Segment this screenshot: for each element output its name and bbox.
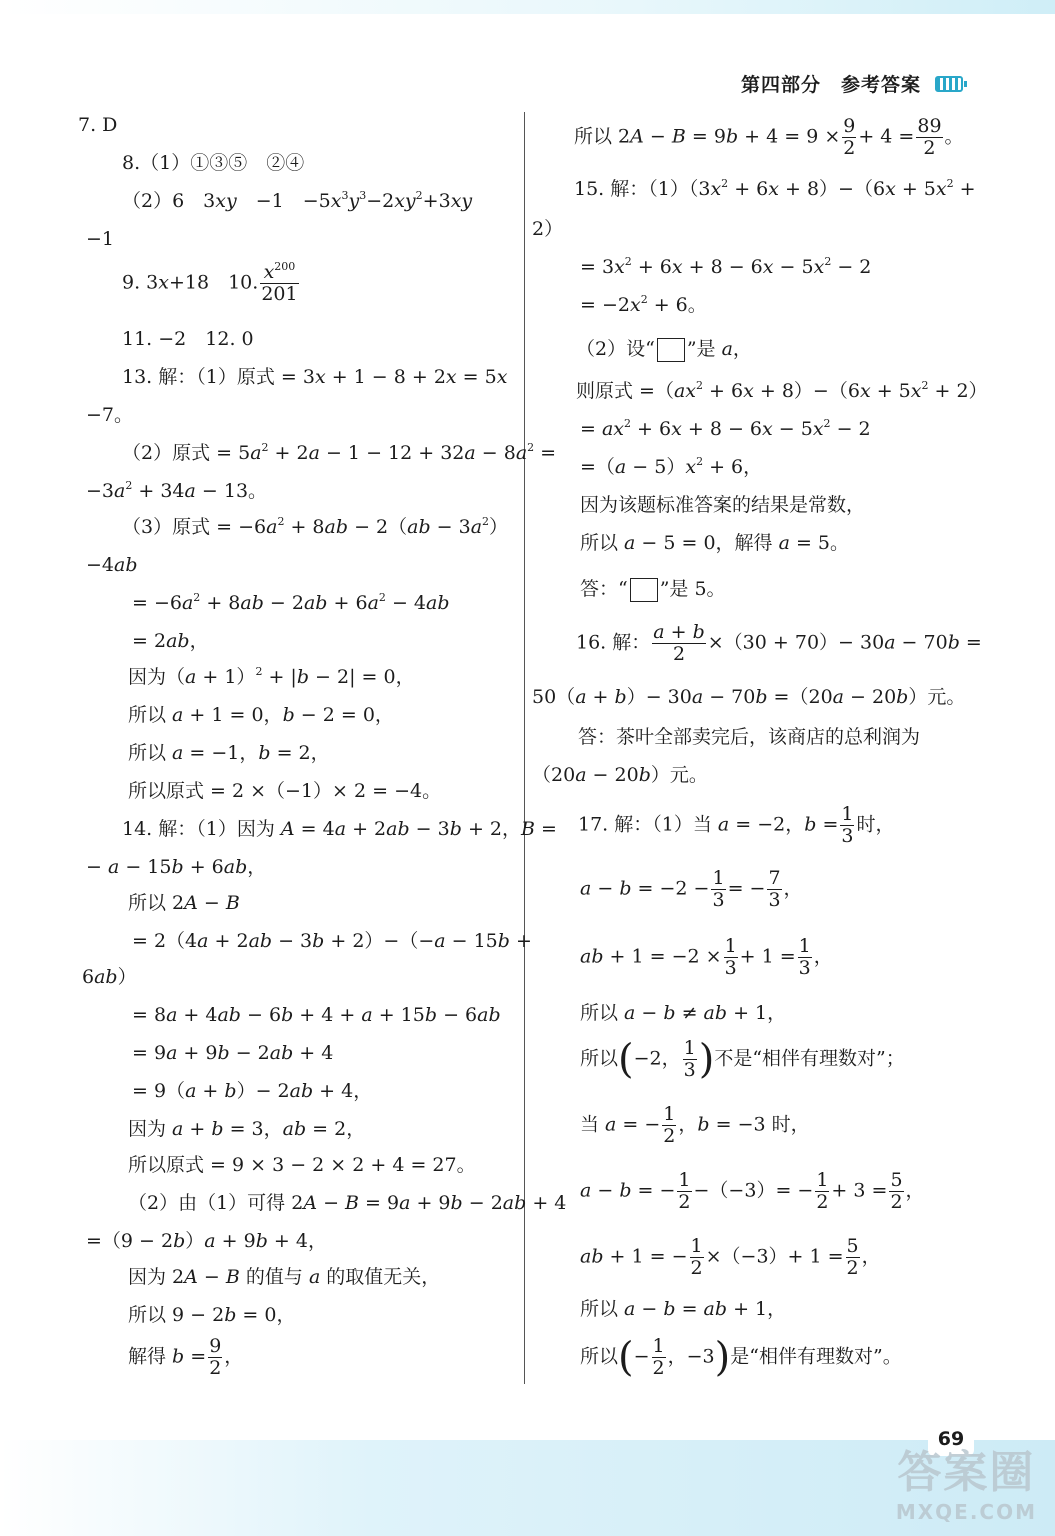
fraction: $\frac{x^{200}}{201}$ [261,260,298,305]
answer-line: 6ab） [82,966,137,988]
fraction: $\frac{1}{3}$ [712,867,725,911]
answer-line: ab + 1 = −2 × $\frac{1}{3}$ + 1 = $\frac{1}{3}$ ， [580,935,833,979]
answer-line: 14. 解：（1）因为 A = 4a + 2ab − 3b + 2，B = [122,818,557,840]
answer-line: = $-6a^2 + 8ab - 2ab + 6a^2 - 4ab$ [132,591,450,614]
answer-line: 解得 b = $\frac{9}{2}$ ， [128,1335,244,1379]
fraction: $\frac{a + b}{2}$ [653,621,705,665]
header-title: 第四部分 参考答案 [740,74,921,96]
answer-line: 15. 解：$(1)(3x^2 + 6x + 8)-(6x + 5x^2$ + [574,177,976,200]
answer-line: （2）由（1）可得 2A − B = 9a + 9b − 2ab + 4 [128,1192,567,1214]
answer-line: 2） [532,218,564,240]
watermark-url: MXQE.COM [895,1500,1037,1524]
answer-line: 所以 a − b ≠ ab + 1， [580,1002,787,1024]
answer-line: 所以原式 = 2 ×（−1）× 2 = −4。 [128,780,442,802]
answer-line: 因为$(a + 1)^2 + |b - 2| = 0$， [128,665,415,688]
answer-line: ab + 1 = − $\frac{1}{2}$ ×（−3）+ 1 = $\frac{5}{2}$ ， [580,1235,881,1279]
fraction: $\frac{1}{2}$ [690,1235,703,1279]
answer-line: 所以(−2， $\frac{1}{3}$ )不是“相伴有理数对”； [580,1036,905,1083]
answer-line: −7。 [86,404,134,426]
fraction: $\frac{7}{3}$ [768,867,781,911]
answer-line: = $3x^2 + 6x + 8 - 6x - 5x^2 - 2$ [580,255,872,278]
answer-line: −4ab [86,554,138,576]
answer-line: 所以(− $\frac{1}{2}$ ，−3)是“相伴有理数对”。 [580,1334,902,1381]
answer-line: = 9（a + b）− 2ab + 4， [132,1080,373,1102]
answer-line: 所以 a + 1 = 0，b − 2 = 0， [128,704,394,726]
answer-line: （2）6 3xy −1 $-5x^3y^3-2xy^2+3xy$ [122,189,473,212]
fraction: $\frac{1}{3}$ [798,935,811,979]
answer-line: 17. 解：（1）当 a = −2，b = $\frac{1}{3}$ 时， [578,803,895,847]
fraction: $\frac{1}{2}$ [678,1169,691,1213]
answer-line: = 2（4a + 2ab − 3b + 2）−（−a − 15b + [132,930,532,952]
answer-line: 所以 2A − B = 9b + 4 = 9 × $\frac{9}{2}$ + 4 = $\frac{89}{2}$ 。 [574,115,964,159]
answer-line: 所以 2A − B [128,892,240,914]
answer-line: 11. −2 12. 0 [122,328,254,350]
blank-box [657,338,685,362]
answer-line: （20a − 20b）元。 [532,764,708,786]
answer-line: $-3a^2 + 34a - 13$。 [86,479,268,502]
fraction: $\frac{1}{2}$ [663,1103,676,1147]
answer-line: 所以 9 − 2b = 0， [128,1304,296,1326]
answer-line: a − b = −2 − $\frac{1}{3}$ = − $\frac{7}{3}$ ， [580,867,803,911]
page-header [741,70,963,97]
answer-line: = $ax^2 + 6x + 8 - 6x - 5x^2 - 2$ [580,417,871,440]
answer-line: （2）原式 = $5a^2 + 2a - 1 - 12 + 32a - 8a^2$ = [122,441,557,464]
answer-line: 7. D [78,114,118,136]
answer-line: 答：茶叶全部卖完后，该商店的总利润为 [578,726,921,748]
answer-line: 16. 解： $\frac{a + b}{2}$ ×（30 + 70）− 30a − 70b = [576,621,982,665]
answer-line: 9. 3x+18 10. $\frac{x^{200}}{201}$ [122,260,298,305]
fraction: $\frac{1}{2}$ [652,1335,665,1379]
fraction: $\frac{5}{2}$ [846,1235,859,1279]
answer-line: （3）原式 = $-6a^2 + 8ab - 2(ab - 3a^2)$ [122,515,509,538]
top-band [0,0,1055,14]
answer-line: 则原式 $=(ax^2 + 6x + 8)-(6x + 5x^2 + 2)$ [576,379,988,402]
answer-line: 因为该题标准答案的结果是常数， [580,494,866,516]
answer-line: 所以 a − b = ab + 1， [580,1298,787,1320]
watermark-logo [896,1436,1037,1524]
answer-line: 当 a = − $\frac{1}{2}$ ，b = −3 时， [580,1103,810,1147]
answer-line: = 2ab， [132,630,209,652]
answer-line: 答：“ ”是 5。 [580,578,726,600]
answer-line: 所以 a − 5 = 0，解得 a = 5。 [580,532,850,554]
answer-line: （2）设“ ”是 a， [576,338,752,360]
answer-line: = 8a + 4ab − 6b + 4 + a + 15b − 6ab [132,1004,501,1026]
answer-line: $=(a - 5)x^2 + 6$， [580,455,763,478]
answer-line: 因为 2A − B 的值与 a 的取值无关， [128,1266,441,1288]
answer-line: − a − 15b + 6ab， [86,856,267,878]
answer-line: a − b = − $\frac{1}{2}$ −（−3）= − $\frac{1}{2}$ + 3 = $\frac{5}{2}$ ， [580,1169,925,1213]
answer-line: 13. 解：（1）原式 = 3x + 1 − 8 + 2x = 5x [122,366,508,388]
answer-line: 所以 a = −1，b = 2， [128,742,330,764]
answer-line: = $-2x^2 + 6$。 [580,293,707,316]
answer-line: −1 [86,228,115,250]
fraction: $\frac{1}{2}$ [816,1169,829,1213]
page-number: 69 [928,1422,974,1456]
fraction: $\frac{1}{3}$ [683,1037,696,1081]
fraction: $\frac{1}{3}$ [724,935,737,979]
answer-line: 因为 a + b = 3，ab = 2， [128,1118,366,1140]
fraction: $\frac{9}{2}$ [209,1335,222,1379]
answer-line: 50（a + b）− 30a − 70b =（20a − 20b）元。 [532,686,966,708]
fraction: $\frac{89}{2}$ [917,115,942,159]
answer-line: = 9a + 9b − 2ab + 4 [132,1042,334,1064]
answer-line: 所以原式 = 9 × 3 − 2 × 2 + 4 = 27。 [128,1154,476,1176]
fraction: $\frac{5}{2}$ [890,1169,903,1213]
watermark-text: 答案圈 [897,1447,1036,1498]
answer-line: =（9 − 2b）a + 9b + 4， [86,1230,327,1252]
fraction: $\frac{1}{3}$ [841,803,854,847]
blank-box [630,578,658,602]
fraction: $\frac{9}{2}$ [843,115,856,159]
answer-line: 8.（1）①③⑤ ②④ [122,152,305,174]
battery-icon [935,76,963,92]
